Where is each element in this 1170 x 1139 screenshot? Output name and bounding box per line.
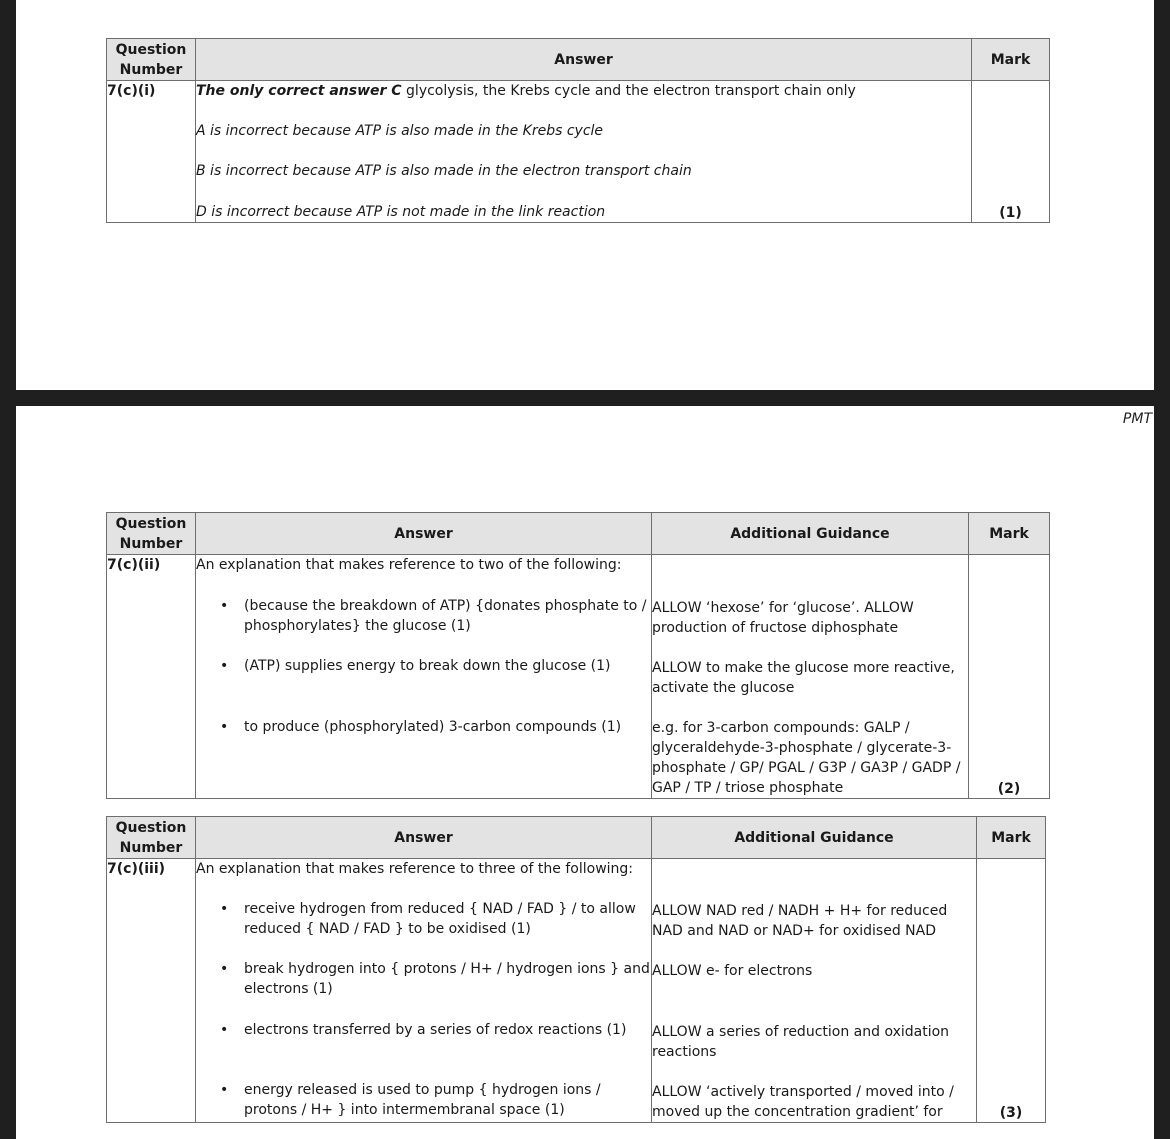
distractor-d: D is incorrect because ATP is not made in the link reaction xyxy=(196,204,606,220)
mark-scheme-table-7cii xyxy=(106,512,1050,799)
answer-intro: An explanation that makes reference to two of the following: xyxy=(196,557,622,573)
correct-answer: The only correct answer C glycolysis, the Krebs cycle and the electron transport chain only xyxy=(196,83,856,99)
guidance-item: ALLOW ‘actively transported / moved into / moved up the concentration gradient’ for xyxy=(652,1084,954,1120)
guidance-cell xyxy=(652,859,977,1123)
question-number: 7(c)(i) xyxy=(107,81,196,223)
guidance-item: ALLOW to make the glucose more reactive, activate the glucose xyxy=(652,660,955,696)
guidance-cell xyxy=(652,555,969,799)
pmt-header: PMT xyxy=(1122,411,1152,427)
answer-point: • energy released is used to pump { hydrogen ions / protons / H+ } into intermembranal space (1) xyxy=(220,1082,601,1118)
answer-point: • to produce (phosphorylated) 3-carbon compounds (1) xyxy=(220,719,622,735)
page-1 xyxy=(16,0,1154,390)
guidance-header: Additional Guidance xyxy=(652,817,977,859)
answer-cell xyxy=(196,555,652,799)
answer-intro: An explanation that makes reference to three of the following: xyxy=(196,861,634,877)
guidance-item: e.g. for 3-carbon compounds: GALP / glyceraldehyde-3-phosphate / glycerate-3-phosphate / GP/ PGAL / G3P / GA3P / GADP / GAP / TP / triose phosphate xyxy=(652,720,961,796)
answer-point: • break hydrogen into { protons / H+ / hydrogen ions } and electrons (1) xyxy=(220,961,650,997)
answer-point: • receive hydrogen from reduced { NAD / FAD } / to allow reduced { NAD / FAD } to be oxidised (1) xyxy=(220,901,636,937)
mark-cell xyxy=(977,859,1046,1123)
mark-header: Mark xyxy=(969,513,1050,555)
mark-value: (1) xyxy=(999,205,1022,221)
question-number: 7(c)(iii) xyxy=(107,859,196,1123)
distractor-b: B is incorrect because ATP is also made in the electron transport chain xyxy=(196,163,692,179)
mark-header: Mark xyxy=(972,39,1050,81)
question-number-header: Question Number xyxy=(107,39,196,81)
guidance-item: ALLOW e- for electrons xyxy=(652,963,813,979)
mark-cell xyxy=(969,555,1050,799)
question-number-header: Question Number xyxy=(107,817,196,859)
page-2 xyxy=(16,406,1154,1139)
answer-header: Answer xyxy=(196,513,652,555)
answer-point: • electrons transferred by a series of redox reactions (1) xyxy=(220,1022,627,1038)
mark-value: (3) xyxy=(999,1105,1023,1121)
question-number-header: Question Number xyxy=(107,513,196,555)
guidance-item: ALLOW ‘hexose’ for ‘glucose’. ALLOW production of fructose diphosphate xyxy=(652,600,914,636)
guidance-header: Additional Guidance xyxy=(652,513,969,555)
answer-header: Answer xyxy=(196,39,972,81)
mark-scheme-table-7ci xyxy=(106,38,1050,223)
mark-header: Mark xyxy=(977,817,1046,859)
question-number: 7(c)(ii) xyxy=(107,555,196,799)
answer-header: Answer xyxy=(196,817,652,859)
guidance-item: ALLOW a series of reduction and oxidation reactions xyxy=(652,1024,950,1060)
guidance-item: ALLOW NAD red / NADH + H+ for reduced NAD and NAD or NAD+ for oxidised NAD xyxy=(652,903,948,939)
mark-cell xyxy=(972,81,1050,223)
answer-point: • (because the breakdown of ATP) {donates phosphate to / phosphorylates} the glucose (1) xyxy=(220,598,647,634)
distractor-a: A is incorrect because ATP is also made in the Krebs cycle xyxy=(196,123,604,139)
mark-scheme-table-7ciii xyxy=(106,816,1046,1123)
answer-cell xyxy=(196,859,652,1123)
answer-point: • (ATP) supplies energy to break down the glucose (1) xyxy=(220,658,611,674)
answer-cell xyxy=(196,81,972,223)
mark-value: (2) xyxy=(997,781,1021,797)
